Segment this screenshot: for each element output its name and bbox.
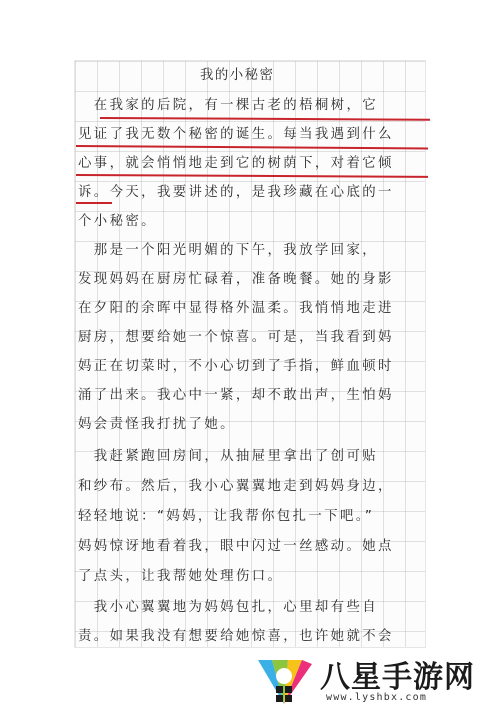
watermark-brand: 八星手游网 xyxy=(320,660,475,695)
essay-line: 妈正在切菜时，不小心切到了手指，鲜血顿时 xyxy=(78,359,394,374)
essay-line: 我小心翼翼地为妈妈包扎，心里却有些自 xyxy=(78,600,379,615)
essay-line: 妈妈惊讶地看着我，眼中闪过一丝感动。她点 xyxy=(78,539,394,554)
essay-line: 了点头，让我帮她处理伤口。 xyxy=(78,569,284,584)
essay-line: 责。如果我没有想要给她惊喜，也许她就不会 xyxy=(78,629,394,644)
essay-line: 在我家的后院，有一棵古老的梧桐树，它 xyxy=(78,98,379,113)
essay-line: 心事，就会悄悄地走到它的树荫下，对着它倾 xyxy=(78,156,394,171)
essay-line: 妈会责怪我打扰了她。 xyxy=(78,417,236,432)
watermark-url: www.lyshbx.com xyxy=(326,692,428,703)
essay-line: 发现妈妈在厨房忙碌着，准备晚餐。她的身影 xyxy=(78,272,394,287)
essay-line: 见证了我无数个秘密的诞生。每当我遇到什么 xyxy=(78,127,394,142)
red-underline xyxy=(76,202,112,204)
site-watermark xyxy=(252,650,492,708)
essay-line: 涌了出来。我心中一紧，却不敢出声，生怕妈 xyxy=(78,388,394,403)
essay-line: 我赶紧跑回房间，从抽屉里拿出了创可贴 xyxy=(78,449,379,464)
essay-line: 厨房，想要给她一个惊喜。可是，当我看到妈 xyxy=(78,330,394,345)
essay-title: 我的小秘密 xyxy=(200,68,275,83)
essay-line: 在夕阳的余晖中显得格外温柔。我悄悄地走进 xyxy=(78,301,394,316)
essay-line: 诉。今天，我要讲述的，是我珍藏在心底的一 xyxy=(78,185,394,200)
essay-line: 轻轻地说：“妈妈，让我帮你包扎一下吧。” xyxy=(78,509,375,524)
essay-line: 和纱布。然后，我小心翼翼地走到妈妈身边， xyxy=(78,479,394,494)
colorful-triangle-logo-icon xyxy=(252,650,316,708)
essay-line: 个小秘密。 xyxy=(78,214,157,229)
essay-line: 那是一个阳光明媚的下午，我放学回家， xyxy=(78,243,379,258)
